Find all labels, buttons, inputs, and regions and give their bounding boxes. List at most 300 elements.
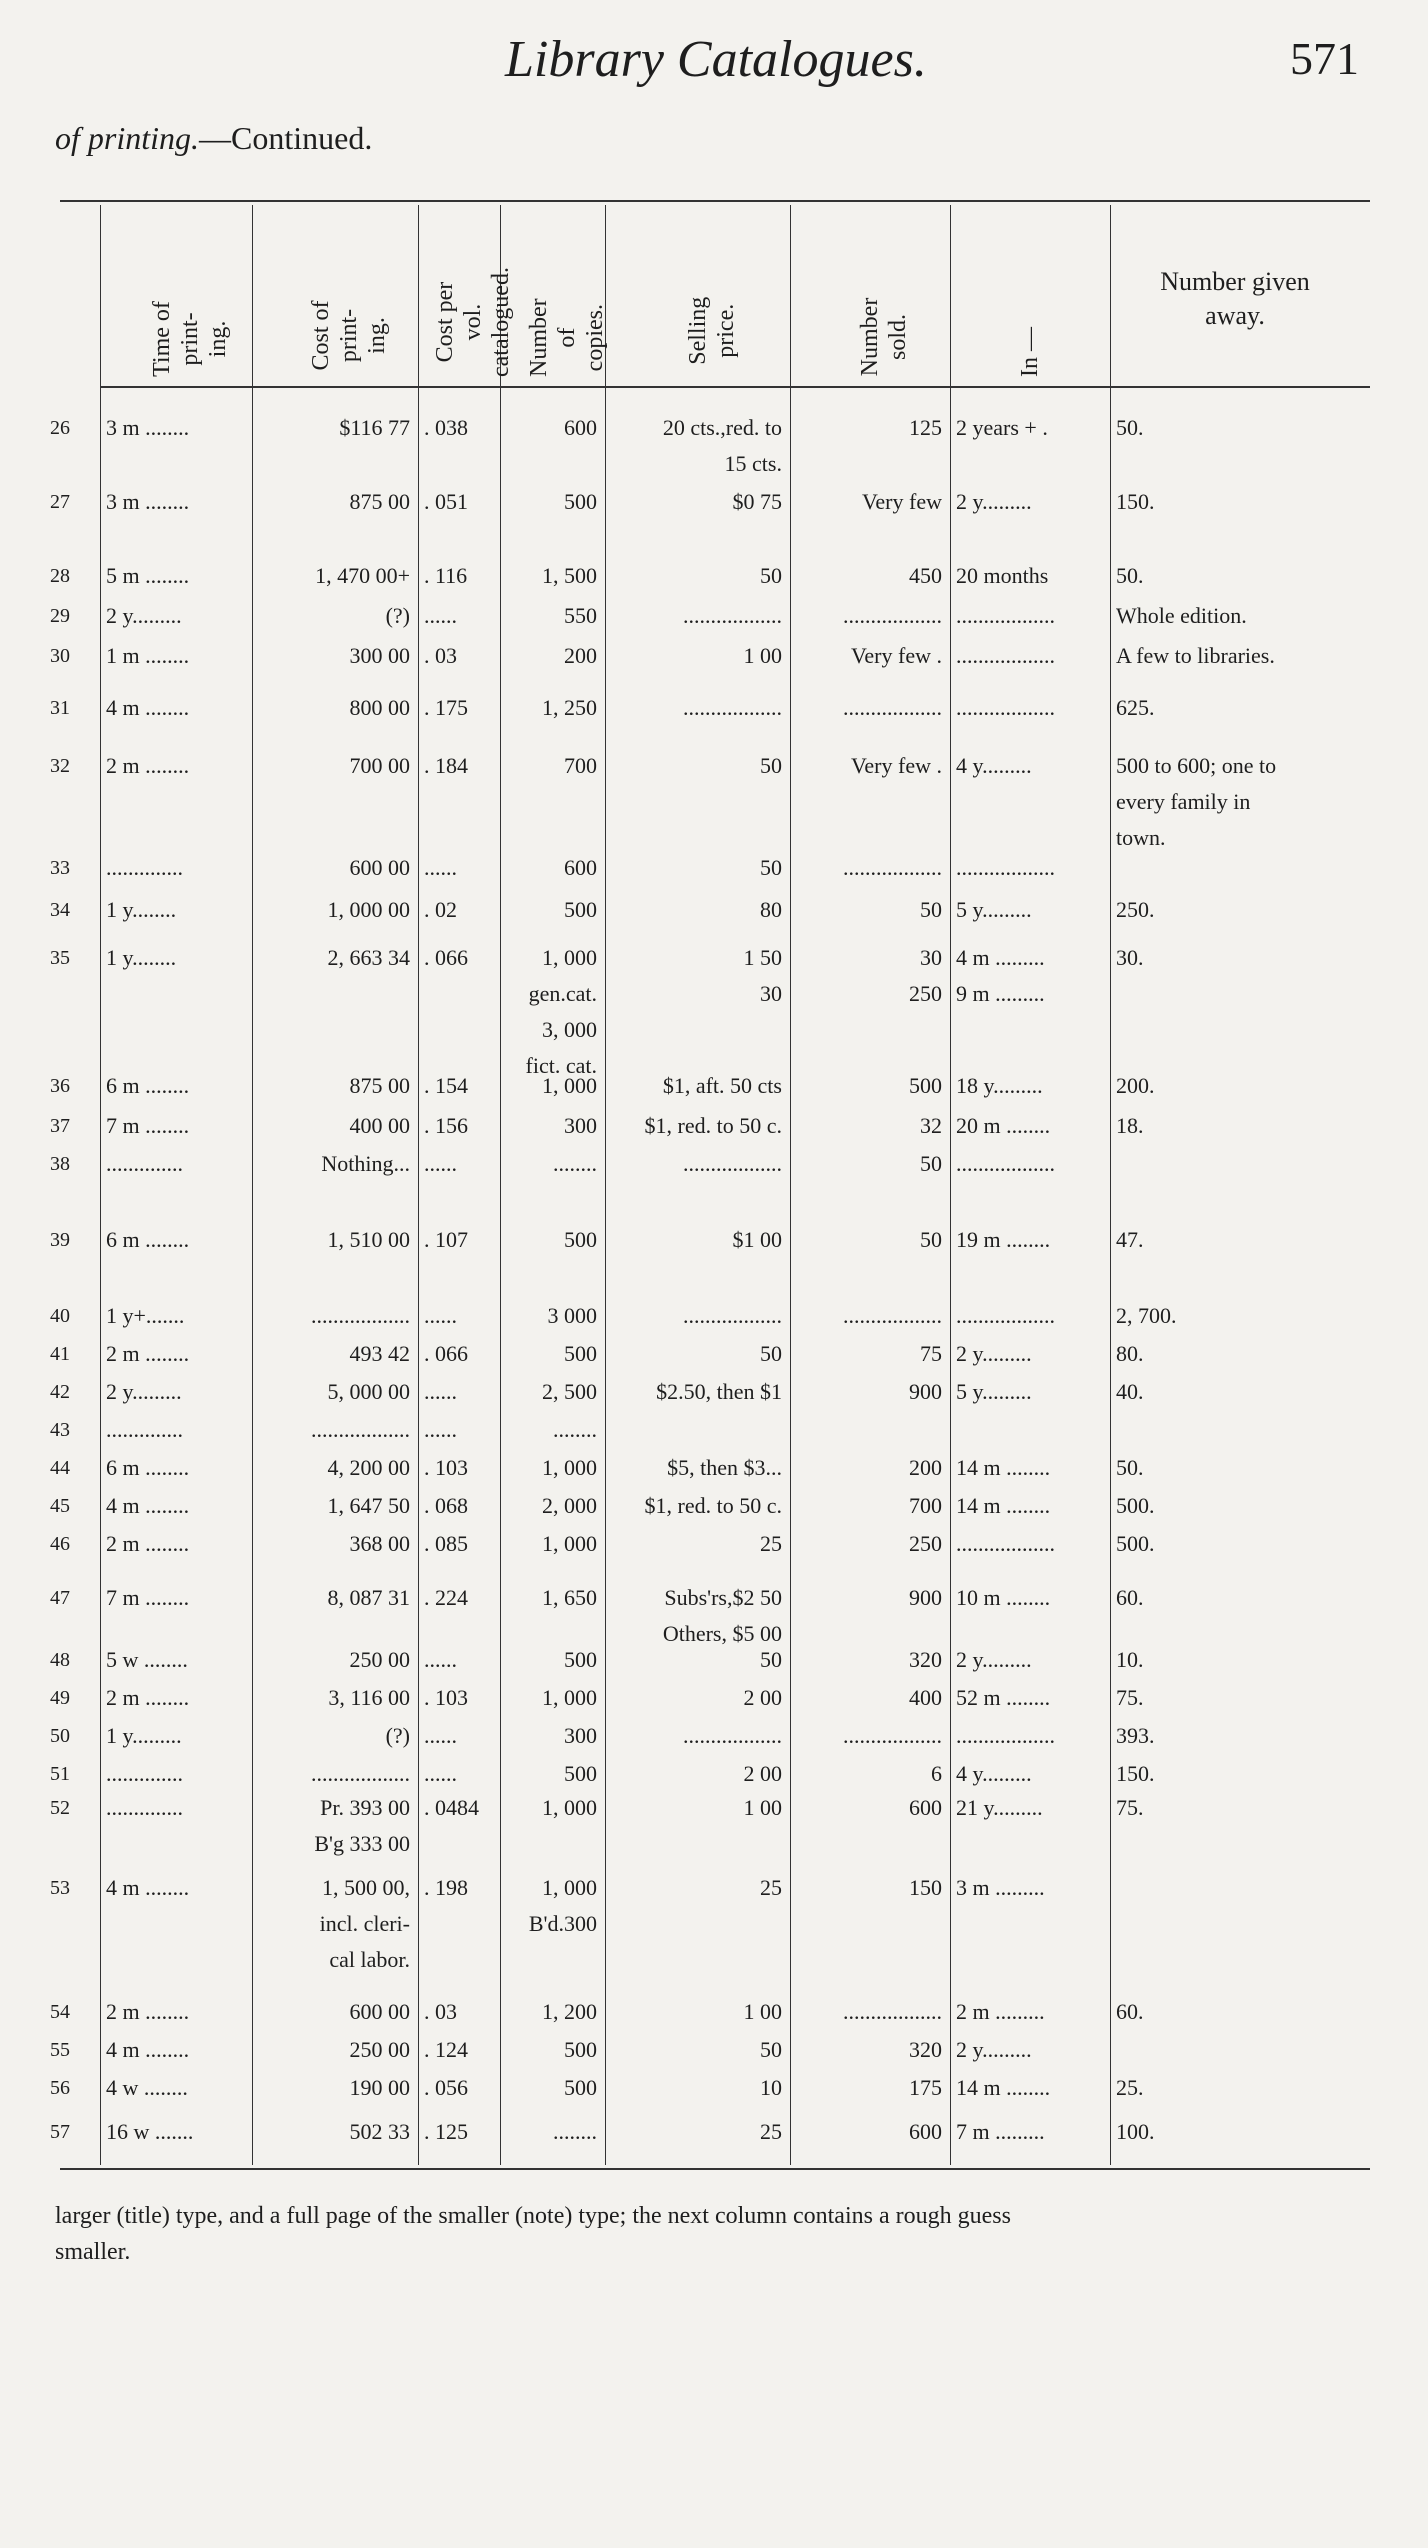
cell-away: 50. [1116, 415, 1144, 440]
cell-copies: ........ [553, 1151, 597, 1176]
cell-price: 20 cts.,red. to 15 cts. [662, 415, 782, 476]
cell-cost: 1, 500 00, incl. cleri- cal labor. [319, 1875, 410, 1972]
cell-per-vol: . 066 [424, 1341, 468, 1366]
cell-sold: 175 [909, 2075, 942, 2100]
cell-in: .................. [956, 643, 1055, 668]
cell-copies: 1, 000 [542, 1455, 597, 1480]
cell-copies: 1, 000 B'd.300 [528, 1875, 597, 1936]
cell-cost: 3, 116 00 [328, 1685, 410, 1710]
cell-per-vol: . 156 [424, 1113, 468, 1138]
cell-price: .................. [683, 603, 782, 628]
column-divider [1110, 205, 1111, 2165]
cell-cost: 800 00 [349, 695, 410, 720]
row-number: 35 [50, 947, 70, 969]
page-title: Library Catalogues. [505, 31, 927, 88]
cell-cost: 875 00 [349, 1073, 410, 1098]
cell-sold: 900 [909, 1379, 942, 1404]
cell-time: .............. [106, 1795, 183, 1820]
cell-price: 50 [760, 2037, 782, 2062]
row-number: 26 [50, 417, 70, 439]
cell-copies: 1, 000 [542, 1531, 597, 1556]
cell-price: 25 [760, 1531, 782, 1556]
cell-sold: 250 [909, 1531, 942, 1556]
cell-sold: .................. [843, 603, 942, 628]
cell-away: 500 to 600; one to every family in town. [1116, 753, 1277, 850]
cell-time: 2 m ........ [106, 1999, 190, 2024]
cell-cost: (?) [385, 603, 410, 628]
cell-in: .................. [956, 855, 1055, 880]
cell-copies: 300 [564, 1113, 597, 1138]
cell-time: 2 y......... [106, 603, 182, 628]
cell-copies: 300 [564, 1723, 597, 1748]
cell-in: 2 y......... [956, 1647, 1032, 1672]
cell-sold: 700 [909, 1493, 942, 1518]
cell-in: 4 y......... [956, 753, 1032, 778]
column-header-label: Cost per vol. catalogued. [432, 267, 514, 377]
cell-per-vol: . 056 [424, 2075, 468, 2100]
cell-away: 75. [1116, 1795, 1144, 1820]
cell-in: 10 m ........ [956, 1585, 1051, 1610]
column-header-label: Number sold. [857, 297, 911, 377]
cell-copies: 500 [564, 489, 597, 514]
cell-time: 7 m ........ [106, 1113, 190, 1138]
column-divider [418, 205, 419, 2165]
row-number: 40 [50, 1305, 70, 1327]
cell-away: 30. [1116, 945, 1144, 970]
cell-in: 19 m ........ [956, 1227, 1051, 1252]
cell-in: 4 y......... [956, 1761, 1032, 1786]
cell-price: .................. [683, 1151, 782, 1176]
cell-sold: Very few . [850, 643, 942, 668]
cell-away: 500. [1116, 1531, 1155, 1556]
cell-time: 4 w ........ [106, 2075, 188, 2100]
cell-per-vol: ...... [424, 1151, 457, 1176]
cell-away: 10. [1116, 1647, 1144, 1672]
cell-time: 1 y........ [106, 897, 177, 922]
cell-away: 150. [1116, 489, 1155, 514]
cell-price: 25 [760, 1875, 782, 1900]
cell-per-vol: . 068 [424, 1493, 468, 1518]
row-number: 52 [50, 1797, 70, 1819]
cell-copies: 500 [564, 1761, 597, 1786]
cell-per-vol: . 154 [424, 1073, 468, 1098]
cell-price: $1, aft. 50 cts [662, 1073, 782, 1098]
cell-sold: .................. [843, 855, 942, 880]
column-header-label: Selling price. [684, 296, 739, 365]
cell-cost: 250 00 [349, 2037, 410, 2062]
column-divider [252, 205, 253, 2165]
subheading-italic: of printing. [55, 120, 200, 156]
cell-per-vol: . 224 [424, 1585, 468, 1610]
cell-cost: 190 00 [349, 2075, 410, 2100]
table-top-rule [60, 200, 1370, 202]
cell-price: 1 00 [743, 1795, 782, 1820]
cell-price: 2 00 [743, 1685, 782, 1710]
cell-cost: .................. [311, 1417, 410, 1442]
cell-copies: 500 [564, 2075, 597, 2100]
cell-away: 25. [1116, 2075, 1144, 2100]
cell-price: $2.50, then $1 [656, 1379, 782, 1404]
cell-copies: 1, 000 [542, 1685, 597, 1710]
cell-time: 16 w ....... [106, 2119, 194, 2144]
cell-per-vol: . 116 [424, 563, 468, 588]
cell-per-vol: . 038 [424, 415, 468, 440]
row-number: 31 [50, 697, 70, 719]
cell-sold: 75 [920, 1341, 942, 1366]
row-number: 43 [50, 1419, 70, 1441]
cell-away: 40. [1116, 1379, 1144, 1404]
cell-time: 1 y......... [106, 1723, 182, 1748]
cell-sold: .................. [843, 1303, 942, 1328]
cell-copies: 2, 000 [542, 1493, 597, 1518]
cell-in: 52 m ........ [956, 1685, 1051, 1710]
cell-per-vol: . 184 [424, 753, 468, 778]
cell-per-vol: ...... [424, 1303, 457, 1328]
cell-sold: Very few [861, 489, 942, 514]
cell-cost: 700 00 [349, 753, 410, 778]
subheading-rest: —Continued. [199, 120, 373, 156]
cell-in: 2 y......... [956, 1341, 1032, 1366]
cell-price: 50 [760, 1647, 782, 1672]
cell-sold: Very few . [850, 753, 942, 778]
cell-price: 50 [760, 563, 782, 588]
column-header [500, 205, 608, 385]
column-divider [100, 205, 101, 2165]
cell-sold: 50 [920, 897, 942, 922]
cell-time: 2 m ........ [106, 1685, 190, 1710]
cell-sold: .................. [843, 1723, 942, 1748]
cell-price: 80 [760, 897, 782, 922]
cell-in: 5 y......... [956, 1379, 1032, 1404]
cell-in: 7 m ......... [956, 2119, 1045, 2144]
cell-in: 4 m ......... 9 m ......... [956, 945, 1045, 1006]
cell-away: 625. [1116, 695, 1155, 720]
cell-per-vol: . 03 [424, 643, 457, 668]
column-divider [790, 205, 791, 2165]
page-number: 571 [1290, 33, 1359, 84]
cell-per-vol: . 124 [424, 2037, 468, 2062]
row-number: 54 [50, 2001, 70, 2023]
cell-in: 21 y......... [956, 1795, 1043, 1820]
cell-in: 14 m ........ [956, 1455, 1051, 1480]
cell-time: 2 m ........ [106, 1341, 190, 1366]
cell-per-vol: . 103 [424, 1685, 468, 1710]
cell-time: 3 m ........ [106, 415, 190, 440]
row-number: 56 [50, 2077, 70, 2099]
cell-per-vol: . 085 [424, 1531, 468, 1556]
cell-time: 5 m ........ [106, 563, 190, 588]
cell-copies: 1, 000 gen.cat. 3, 000 fict. cat. [525, 945, 597, 1078]
cell-price: 1 00 [743, 643, 782, 668]
cell-per-vol: . 107 [424, 1227, 468, 1252]
cell-in: 18 y......... [956, 1073, 1043, 1098]
cell-per-vol: ...... [424, 1379, 457, 1404]
cell-per-vol: ...... [424, 1761, 457, 1786]
cell-cost: 8, 087 31 [327, 1585, 410, 1610]
cell-per-vol: . 03 [424, 1999, 457, 2024]
column-header [252, 205, 418, 385]
row-number: 55 [50, 2039, 70, 2061]
cell-cost: 1, 510 00 [327, 1227, 410, 1252]
cell-copies: ........ [553, 2119, 597, 2144]
row-number: 38 [50, 1153, 70, 1175]
cell-cost: 300 00 [349, 643, 410, 668]
cell-cost: 875 00 [349, 489, 410, 514]
cell-copies: 1, 250 [542, 695, 597, 720]
header-rule [100, 386, 1370, 388]
column-header [418, 205, 514, 385]
row-number: 47 [50, 1587, 70, 1609]
cell-cost: 400 00 [349, 1113, 410, 1138]
row-number: 57 [50, 2121, 70, 2143]
cell-per-vol: . 0484 [424, 1795, 479, 1820]
cell-away: 50. [1116, 563, 1144, 588]
column-header [950, 205, 1110, 385]
cell-price: 25 [760, 2119, 782, 2144]
cell-in: 3 m ......... [956, 1875, 1045, 1900]
cell-sold: 125 [909, 415, 942, 440]
cell-cost: 2, 663 34 [327, 945, 410, 970]
cell-price: .................. [683, 1723, 782, 1748]
cell-in: 5 y......... [956, 897, 1032, 922]
cell-per-vol: ...... [424, 1647, 457, 1672]
cell-sold: 600 [909, 1795, 942, 1820]
cell-away: 60. [1116, 1585, 1144, 1610]
cell-copies: 600 [564, 415, 597, 440]
cell-copies: 1, 000 [542, 1795, 597, 1820]
cell-copies: 2, 500 [542, 1379, 597, 1404]
cell-in: .................. [956, 695, 1055, 720]
cell-time: 2 m ........ [106, 753, 190, 778]
cell-copies: 500 [564, 1341, 597, 1366]
cell-cost: 600 00 [349, 1999, 410, 2024]
cell-cost: $116 77 [339, 415, 410, 440]
cell-time: 4 m ........ [106, 695, 190, 720]
cell-in: 2 y......... [956, 489, 1032, 514]
column-divider [950, 205, 951, 2165]
cell-cost: 1, 647 50 [327, 1493, 410, 1518]
row-number: 33 [50, 857, 70, 879]
footer-note: larger (title) type, and a full page of the smaller (note) type; the next column contains a rough guess smaller. [55, 2203, 1011, 2265]
row-number: 50 [50, 1725, 70, 1747]
column-header [100, 205, 252, 385]
cell-per-vol: . 175 [424, 695, 468, 720]
cell-away: 75. [1116, 1685, 1144, 1710]
cell-copies: 500 [564, 897, 597, 922]
cell-price: $1, red. to 50 c. [644, 1493, 782, 1518]
cell-per-vol: . 02 [424, 897, 457, 922]
cell-copies: 500 [564, 1647, 597, 1672]
cell-time: 5 w ........ [106, 1647, 188, 1672]
cell-time: 6 m ........ [106, 1073, 190, 1098]
cell-in: 2 y......... [956, 2037, 1032, 2062]
cell-away: 200. [1116, 1073, 1155, 1098]
cell-price: 2 00 [743, 1761, 782, 1786]
cell-sold: .................. [843, 1999, 942, 2024]
cell-copies: 1, 000 [542, 1073, 597, 1098]
cell-in: .................. [956, 1303, 1055, 1328]
cell-sold: 320 [909, 1647, 942, 1672]
cell-away: Whole edition. [1116, 603, 1247, 628]
cell-sold: 50 [920, 1227, 942, 1252]
cell-cost: 1, 000 00 [327, 897, 410, 922]
cell-away: 50. [1116, 1455, 1144, 1480]
row-number: 48 [50, 1649, 70, 1671]
column-header-label: Number of copies. [525, 298, 608, 377]
cell-away: 18. [1116, 1113, 1144, 1138]
row-number: 49 [50, 1687, 70, 1709]
cell-per-vol: . 198 [424, 1875, 468, 1900]
row-number: 28 [50, 565, 70, 587]
cell-cost: 493 42 [349, 1341, 410, 1366]
row-number: 27 [50, 491, 70, 513]
cell-cost: .................. [311, 1761, 410, 1786]
cell-price: 1 00 [743, 1999, 782, 2024]
cell-price: 50 [760, 855, 782, 880]
row-number: 29 [50, 605, 70, 627]
cell-away: 393. [1116, 1723, 1155, 1748]
cell-away: 47. [1116, 1227, 1144, 1252]
cell-time: 4 m ........ [106, 2037, 190, 2062]
row-number: 41 [50, 1343, 70, 1365]
cell-sold: 200 [909, 1455, 942, 1480]
cell-copies: 550 [564, 603, 597, 628]
cell-cost: 600 00 [349, 855, 410, 880]
cell-price: Subs'rs,$2 50 Others, $5 00 [662, 1585, 782, 1646]
cell-copies: 500 [564, 2037, 597, 2062]
cell-time: 1 y+....... [106, 1303, 185, 1328]
cell-time: .............. [106, 1151, 183, 1176]
column-header-label: In — [1017, 327, 1043, 377]
cell-time: 1 y........ [106, 945, 177, 970]
cell-sold: 900 [909, 1585, 942, 1610]
cell-in: 14 m ........ [956, 1493, 1051, 1518]
cell-price: 50 [760, 1341, 782, 1366]
cell-copies: 3 000 [547, 1303, 597, 1328]
cell-in: 20 m ........ [956, 1113, 1051, 1138]
cell-sold: 150 [909, 1875, 942, 1900]
cell-time: .............. [106, 1417, 183, 1442]
cell-cost: 4, 200 00 [327, 1455, 410, 1480]
cell-time: 2 y......... [106, 1379, 182, 1404]
column-header [790, 205, 950, 385]
cell-time: 4 m ........ [106, 1493, 190, 1518]
cell-away: 250. [1116, 897, 1155, 922]
cell-cost: Pr. 393 00 B'g 333 00 [314, 1795, 410, 1856]
cell-sold: 450 [909, 563, 942, 588]
cell-per-vol: ...... [424, 603, 457, 628]
cell-away: 80. [1116, 1341, 1144, 1366]
cell-in: 14 m ........ [956, 2075, 1051, 2100]
row-number: 53 [50, 1877, 70, 1899]
cell-price: .................. [683, 1303, 782, 1328]
cell-in: 2 years + . [956, 415, 1048, 440]
cell-cost: (?) [385, 1723, 410, 1748]
cell-per-vol: ...... [424, 1417, 457, 1442]
cell-time: 6 m ........ [106, 1455, 190, 1480]
cell-in: .................. [956, 1531, 1055, 1556]
column-divider [605, 205, 606, 2165]
cell-time: .............. [106, 1761, 183, 1786]
cell-cost: 502 33 [349, 2119, 410, 2144]
cell-price: $5, then $3... [667, 1455, 782, 1480]
cell-copies: 200 [564, 643, 597, 668]
cell-sold: 400 [909, 1685, 942, 1710]
cell-in: .................. [956, 603, 1055, 628]
row-number: 39 [50, 1229, 70, 1251]
cell-sold: 50 [920, 1151, 942, 1176]
cell-copies: 500 [564, 1227, 597, 1252]
cell-away: 150. [1116, 1761, 1155, 1786]
cell-in: 20 months [956, 563, 1049, 588]
cell-copies: 1, 200 [542, 1999, 597, 2024]
cell-copies: 1, 500 [542, 563, 597, 588]
cell-away: 2, 700. [1116, 1303, 1177, 1328]
cell-sold: 30 250 [909, 945, 942, 1006]
row-number: 34 [50, 899, 70, 921]
cell-cost: 5, 000 00 [327, 1379, 410, 1404]
cell-per-vol: . 066 [424, 945, 468, 970]
cell-cost: .................. [311, 1303, 410, 1328]
cell-away: 60. [1116, 1999, 1144, 2024]
row-number: 51 [50, 1763, 70, 1785]
row-number: 46 [50, 1533, 70, 1555]
cell-time: 3 m ........ [106, 489, 190, 514]
row-number: 44 [50, 1457, 70, 1479]
row-number: 45 [50, 1495, 70, 1517]
cell-time: .............. [106, 855, 183, 880]
cell-time: 6 m ........ [106, 1227, 190, 1252]
cell-price: $0 75 [732, 489, 782, 514]
cell-cost: Nothing... [321, 1151, 410, 1176]
subheading [55, 120, 372, 157]
cell-time: 2 m ........ [106, 1531, 190, 1556]
column-header [605, 205, 790, 385]
cell-sold: 320 [909, 2037, 942, 2062]
cell-price: $1 00 [732, 1227, 782, 1252]
row-number: 42 [50, 1381, 70, 1403]
cell-price: 50 [760, 753, 782, 778]
cell-sold: .................. [843, 695, 942, 720]
cell-sold: 500 [909, 1073, 942, 1098]
cell-away: 100. [1116, 2119, 1155, 2144]
cell-per-vol: ...... [424, 855, 457, 880]
cell-cost: 1, 470 00+ [315, 563, 410, 588]
column-header-label: Time of print- ing. [149, 301, 231, 377]
cell-away: 500. [1116, 1493, 1155, 1518]
cell-copies: 600 [564, 855, 597, 880]
cell-copies: 700 [564, 753, 597, 778]
cell-per-vol: . 051 [424, 489, 468, 514]
column-header-label: Cost of print- ing. [308, 300, 390, 371]
cell-price: .................. [683, 695, 782, 720]
cell-cost: 250 00 [349, 1647, 410, 1672]
cell-in: 2 m ......... [956, 1999, 1045, 2024]
cell-time: 7 m ........ [106, 1585, 190, 1610]
column-divider [500, 205, 501, 2165]
cell-per-vol: ...... [424, 1723, 457, 1748]
cell-copies: 1, 650 [542, 1585, 597, 1610]
row-number: 30 [50, 645, 70, 667]
cell-away: A few to libraries. [1116, 643, 1275, 668]
cell-sold: 600 [909, 2119, 942, 2144]
table-bottom-rule [60, 2168, 1370, 2170]
cell-per-vol: . 125 [424, 2119, 468, 2144]
row-number: 36 [50, 1075, 70, 1097]
row-number: 32 [50, 755, 70, 777]
cell-sold: 6 [931, 1761, 942, 1786]
row-number: 37 [50, 1115, 70, 1137]
